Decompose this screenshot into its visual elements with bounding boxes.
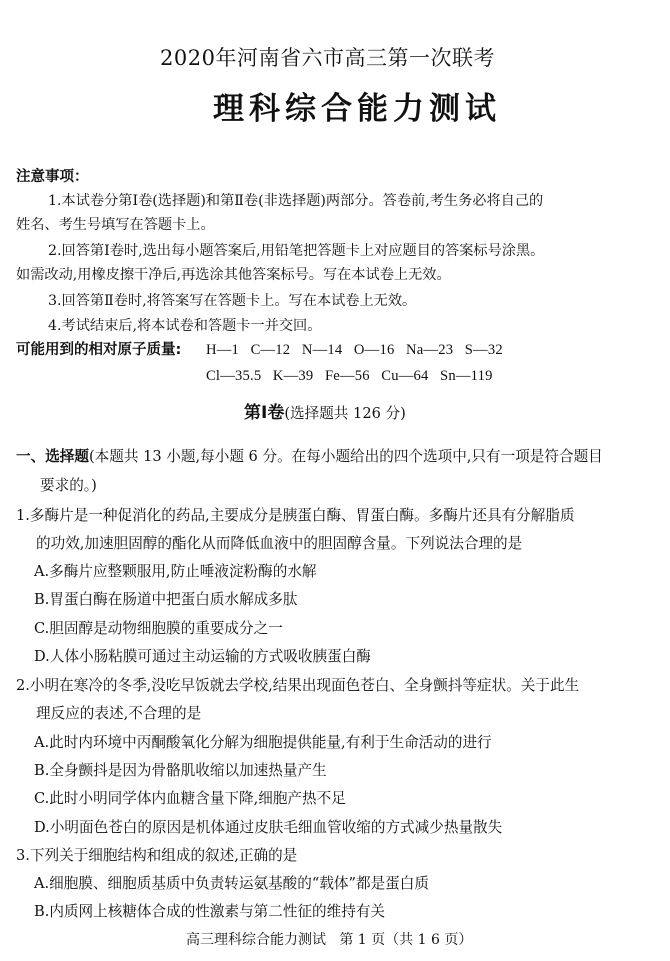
question-stem: 的功效,加速胆固醇的酯化从而降低血液中的胆固醇含量。下列说法合理的是 xyxy=(36,535,523,552)
option-a: A.此时内环境中丙酮酸氧化分解为细胞提供能量,有利于生命活动的进行 xyxy=(34,734,492,751)
question-stem: 3.下列关于细胞结构和组成的叙述,正确的是 xyxy=(16,847,298,864)
option-d: D.小明面色苍白的原因是机体通过皮肤毛细血管收缩的方式减少热量散失 xyxy=(34,819,503,836)
notice-line: 1.本试卷分第Ⅰ卷(选择题)和第Ⅱ卷(非选择题)两部分。答卷前,考生务必将自己的 xyxy=(48,193,544,209)
volume-title: 第Ⅰ卷 xyxy=(244,403,285,423)
notice-line: 4.考试结束后,将本试卷和答题卡一并交回。 xyxy=(48,318,322,334)
exam-name: 2020年河南省六市高三第一次联考 xyxy=(160,46,495,70)
option-d: D.人体小肠粘膜可通过主动运输的方式吸收胰蛋白酶 xyxy=(34,648,371,665)
option-a: A.细胞膜、细胞质基质中负责转运氨基酸的“载体”都是蛋白质 xyxy=(34,875,429,892)
notice-heading: 注意事项： xyxy=(16,169,89,185)
section-instruction-cont: 要求的。) xyxy=(40,477,97,494)
page-footer: 高三理科综合能力测试 第 1 页（共 1 6 页） xyxy=(186,932,473,948)
option-a: A.多酶片应整颗服用,防止唾液淀粉酶的水解 xyxy=(34,563,317,580)
atomic-mass-row: Cl—35.5 K—39 Fe—56 Cu—64 Sn—119 xyxy=(206,368,493,384)
question-stem: 1.多酶片是一种促消化的药品,主要成分是胰蛋白酶、胃蛋白酶。多酶片还具有分解脂质 xyxy=(16,507,575,524)
question-stem: 2.小明在寒冷的冬季,没吃早饭就去学校,结果出现面色苍白、全身颤抖等症状。关于此生 xyxy=(16,677,580,694)
option-b: B.胃蛋白酶在肠道中把蛋白质水解成多肽 xyxy=(34,591,298,608)
notice-line: 3.回答第Ⅱ卷时,将答案写在答题卡上。写在本试卷上无效。 xyxy=(48,293,417,309)
option-b: B.内质网上核糖体合成的性激素与第二性征的维持有关 xyxy=(34,903,386,920)
notice-line: 如需改动,用橡皮擦干净后,再选涂其他答案标号。写在本试卷上无效。 xyxy=(16,267,451,283)
section-label: 一、选择题 xyxy=(16,448,89,465)
option-c: C.胆固醇是动物细胞膜的重要成分之一 xyxy=(34,620,283,637)
option-c: C.此时小明同学体内血糖含量下降,细胞产热不足 xyxy=(34,790,346,807)
question-stem: 理反应的表述,不合理的是 xyxy=(36,705,202,722)
volume-heading xyxy=(244,405,406,422)
option-b: B.全身颤抖是因为骨骼肌收缩以加速热量产生 xyxy=(34,762,327,779)
volume-subtitle: (选择题共 126 分) xyxy=(284,405,406,422)
notice-line: 姓名、考生号填写在答题卡上。 xyxy=(16,217,215,233)
subject-title: 理科综合能力测试 xyxy=(213,91,501,127)
atomic-mass-label: 可能用到的相对原子质量: xyxy=(16,342,182,358)
notice-line: 2.回答第Ⅰ卷时,选出每小题答案后,用铅笔把答题卡上对应题目的答案标号涂黑。 xyxy=(48,243,545,259)
atomic-mass-row: H—1 C—12 N—14 O—16 Na—23 S—32 xyxy=(206,342,503,358)
section-instruction-text: (本题共 13 小题,每小题 6 分。在每小题给出的四个选项中,只有一项是符合题目 xyxy=(88,448,603,465)
section-instruction xyxy=(16,450,603,465)
